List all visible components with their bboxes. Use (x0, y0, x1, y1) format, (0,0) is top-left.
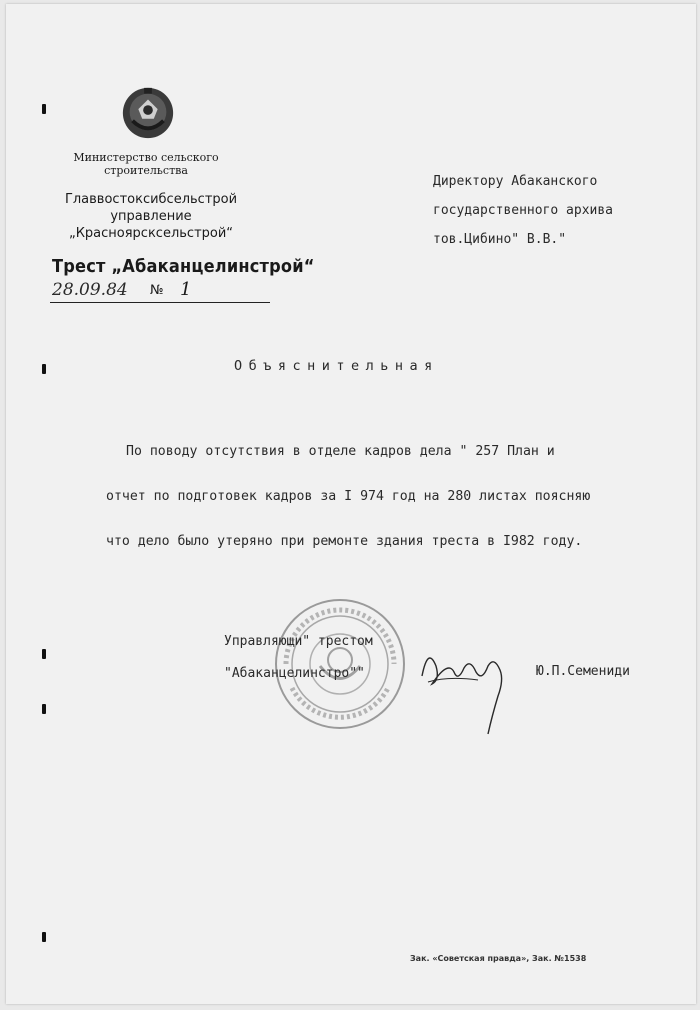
ministry-line: Министерство сельского (73, 151, 219, 164)
state-emblem-icon (119, 84, 177, 142)
binder-hole (42, 649, 46, 659)
signer-name: Ю.П.Семениди (536, 664, 630, 679)
addressee-line: тов.Цибино" В.В." (433, 232, 567, 247)
binder-hole (42, 364, 46, 374)
document-page (6, 4, 696, 1004)
trest-name: Трест „Абаканцелинстрой“ (52, 256, 315, 277)
document-date: 28.09.84 (52, 280, 128, 300)
signer-position (224, 626, 373, 690)
printing-note: Зак. «Советская правда», Зак. №1538 (410, 954, 587, 963)
body-line: отчет по подготовек кадров за I 974 год на 280 листах поясняю (106, 489, 591, 504)
ministry-line: строительства (104, 164, 188, 177)
body-line: По поводу отсутствия в отделе кадров дела " 257 План и (126, 444, 555, 459)
document-title: Объяснительная (234, 358, 439, 374)
signer-position-line: Управляющи" трестом (224, 634, 373, 649)
glavk-line: „Красноярсксельстрой“ (68, 226, 234, 241)
document-number-line (50, 280, 270, 303)
document-number: 1 (180, 279, 192, 300)
addressee-line: государственного архива (433, 203, 614, 218)
handwritten-signature (418, 636, 518, 736)
addressee-line: Директору Абаканского (433, 174, 598, 189)
document-body (106, 429, 666, 564)
binder-hole (42, 932, 46, 942)
binder-hole (42, 704, 46, 714)
signer-position-line: "Абаканцелинстро"" (224, 666, 365, 681)
letterhead (46, 151, 286, 242)
glavk-line: управление (110, 209, 192, 224)
glavk-line: Главвостоксибсельстрой (64, 192, 238, 207)
ministry-name (56, 151, 236, 177)
number-label: № (150, 283, 164, 298)
body-line: что дело было утеряно при ремонте здания треста в I982 году. (106, 534, 583, 549)
addressee-block (433, 167, 693, 254)
glavk-name (46, 191, 256, 242)
binder-hole (42, 104, 46, 114)
